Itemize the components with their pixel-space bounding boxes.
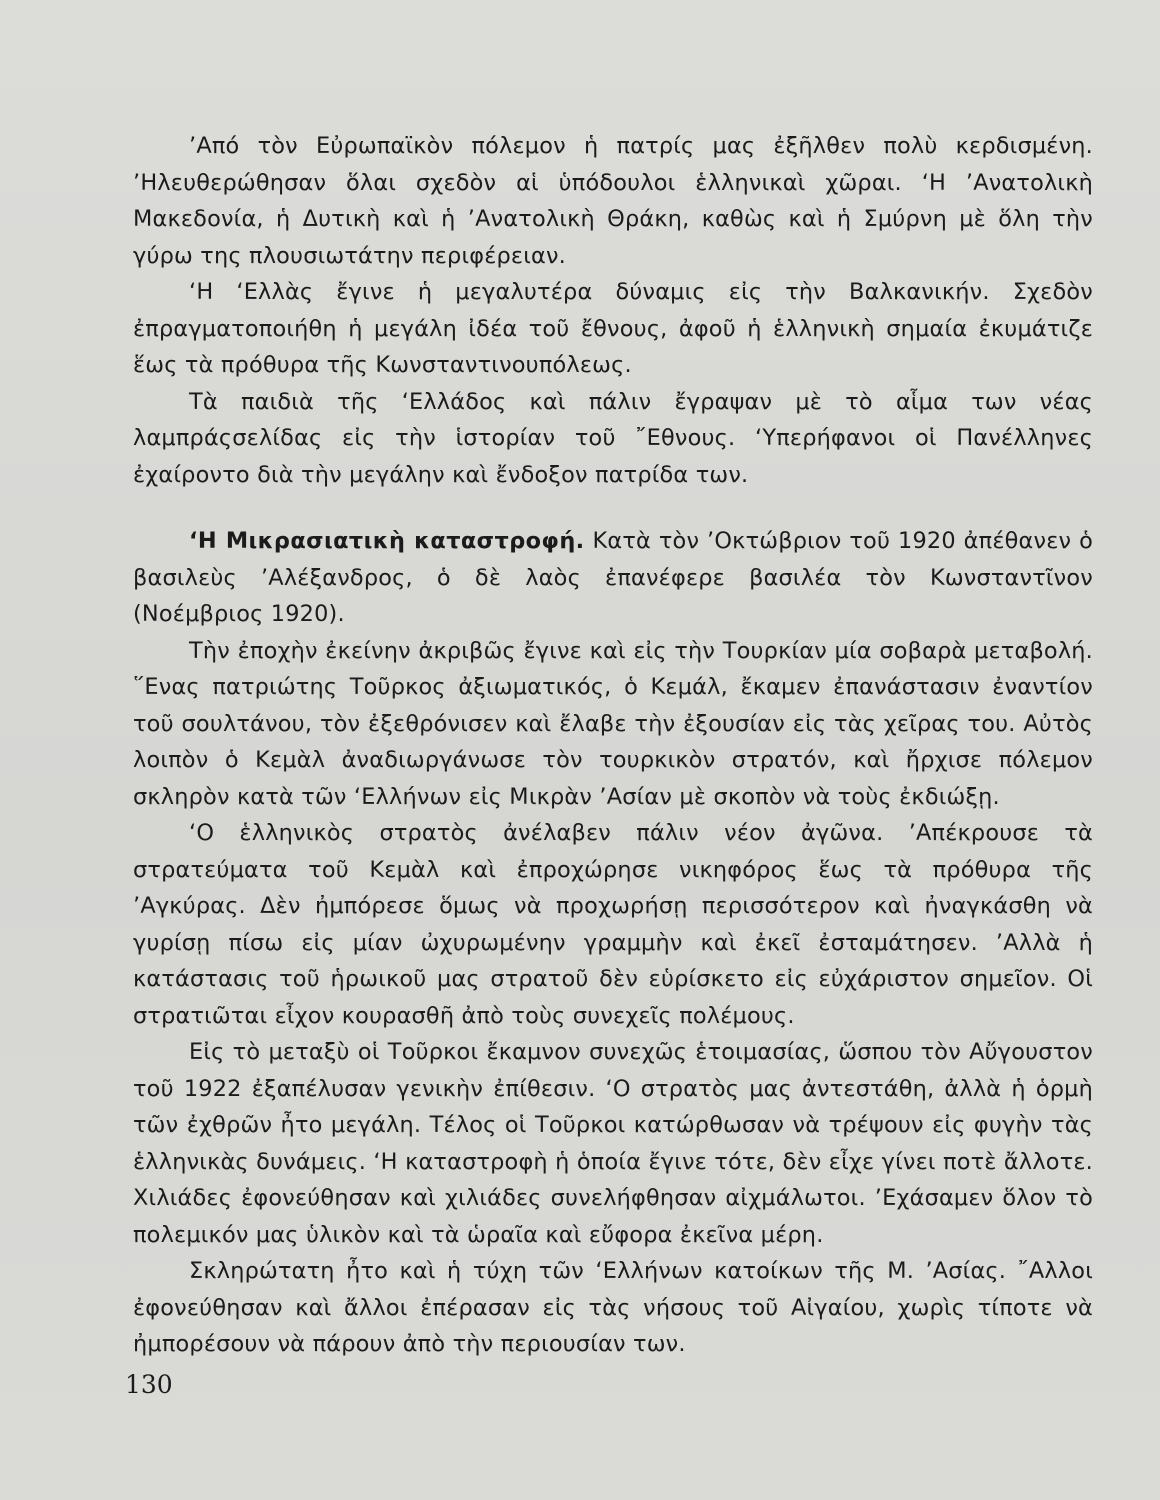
paragraph: ‘Ο ἑλληνικὸς στρατὸς ἀνέλαβεν πάλιν νέον ἀγῶνα. ’Απέκρουσε τὰ στρατεύματα τοῦ Κεμὰλ καὶ ἐπροχώρησε νικηφόρος ἕως τὰ πρόθυρα τῆς ’Αγκύρας. Δὲν ἠμπόρεσε ὅμως νὰ προχωρήσῃ περισσότερον καὶ ἠναγκάσθη νὰ γυρίσῃ πίσω εἰς μίαν ὠχυρωμένην γραμμὴν καὶ ἐκεῖ ἐσταμάτησεν. ’Αλλὰ ἡ κατάστασις τοῦ ἡρωικοῦ μας στρατοῦ δὲν εὑρίσκετο εἰς εὐχάριστον σημεῖον. Οἱ στρατιῶται εἶχον κουρασθῆ ἀπὸ τοὺς συνεχεῖς πολέμους. — [133, 820, 1093, 1029]
paragraph: Εἰς τὸ μεταξὺ οἱ Τοῦρκοι ἔκαμνον συνεχῶς ἑτοιμασίας, ὥσπου τὸν Αὔγουστον τοῦ 1922 ἐξαπέλυσαν γενικὴν ἐπίθεσιν. ‘Ο στρατὸς μας ἀντεστάθη, ἀλλὰ ἡ ὁρμὴ τῶν ἐχθρῶν ἦτο μεγάλη. Τέλος οἱ Τοῦρκοι κατώρθωσαν νὰ τρέψουν εἰς φυγὴν τὰς ἑλληνικὰς δυνάμεις. ‘Η καταστροφὴ ἡ ὁποία ἔγινε τότε, δὲν εἶχε γίνει ποτὲ ἄλλοτε. Χιλιάδες ἐφονεύθησαν καὶ χιλιάδες συνελήφθησαν αἰχμάλωτοι. ’Εχάσαμεν ὅλον τὸ πολεμικόν μας ὑλικὸν καὶ τὰ ὡραῖα καὶ εὔφορα ἐκεῖνα μέρη. — [133, 1039, 1093, 1248]
body-text — [133, 128, 1093, 1363]
paragraph: ’Από τὸν Εὐρωπαϊκὸν πόλεμον ἡ πατρίς μας ἐξῆλθεν πολὺ κερδισμένη. ’Ηλευθερώθησαν ὅλαι σχεδὸν αἱ ὑπόδουλοι ἑλληνικαὶ χῶραι. ‘Η ’Ανατολικὴ Μακεδονία, ἡ Δυτικὴ καὶ ἡ ’Ανατολικὴ Θράκη, καθὼς καὶ ἡ Σμύρνη μὲ ὅλη τὴν γύρω της πλουσιωτάτην περιφέρειαν. — [133, 133, 1093, 269]
section-heading: ‘Η Μικρασιατικὴ καταστροφή. — [189, 528, 585, 554]
paragraph: Σκληρώτατη ἦτο καὶ ἡ τύχη τῶν ‘Ελλήνων κατοίκων τῆς Μ. ’Ασίας. ῎Αλλοι ἐφονεύθησαν καὶ ἄλλοι ἐπέρασαν εἰς τὰς νήσους τοῦ Αἰγαίου, χωρὶς τίποτε νὰ ἠμπορέσουν νὰ πάρουν ἀπὸ τὴν περιουσίαν των. — [133, 1258, 1093, 1357]
paragraph: Τὴν ἐποχὴν ἐκείνην ἀκριβῶς ἔγινε καὶ εἰς τὴν Τουρκίαν μία σοβαρὰ μεταβολή. ῞Ενας πατριώτης Τοῦρκος ἀξιωματικός, ὁ Κεμάλ, ἔκαμεν ἐπανάστασιν ἐναντίον τοῦ σουλτάνου, τὸν ἐξεθρόνισεν καὶ ἔλαβε τὴν ἐξουσίαν εἰς τὰς χεῖρας του. Αὐτὸς λοιπὸν ὁ Κεμὰλ ἀναδιωργάνωσε τὸν τουρκικὸν στρατόν, καὶ ἤρχισε πόλεμον σκληρὸν κατὰ τῶν ‘Ελλήνων εἰς Μικρὰν ’Ασίαν μὲ σκοπὸν νὰ τοὺς ἐκδιώξῃ. — [133, 637, 1093, 810]
page-number: 130 — [125, 1370, 173, 1399]
paragraph: Τὰ παιδιὰ τῆς ‘Ελλάδος καὶ πάλιν ἔγραψαν μὲ τὸ αἷμα των νέας λαμπράςσελίδας εἰς τὴν ἱστορίαν τοῦ ῎Εθνους. ‘Υπερήφανοι οἱ Πανέλληνες ἐχαίροντο διὰ τὴν μεγάλην καὶ ἔνδοξον πατρίδα των. — [133, 388, 1093, 488]
paragraph: ‘Η ‘Ελλὰς ἔγινε ἡ μεγαλυτέρα δύναμις εἰς τὴν Βαλκανικήν. Σχεδὸν ἐπραγματοποιήθη ἡ μεγάλη ἰδέα τοῦ ἔθνους, ἀφοῦ ἡ ἑλληνικὴ σημαία ἐκυμάτιζε ἕως τὰ πρόθυρα τῆς Κωνσταντινουπόλεως. — [133, 279, 1093, 378]
section-first-paragraph-text: Κατὰ τὸν ’Οκτώβριον τοῦ 1920 ἀπέθανεν ὁ βασιλεὺς ’Αλέξανδρος, ὁ δὲ λαὸς ἐπανέφερε βασιλέα τὸν Κωνσταντῖνον (Νοέμβριος 1920). — [133, 528, 1093, 627]
section-first-paragraph — [133, 523, 1093, 633]
